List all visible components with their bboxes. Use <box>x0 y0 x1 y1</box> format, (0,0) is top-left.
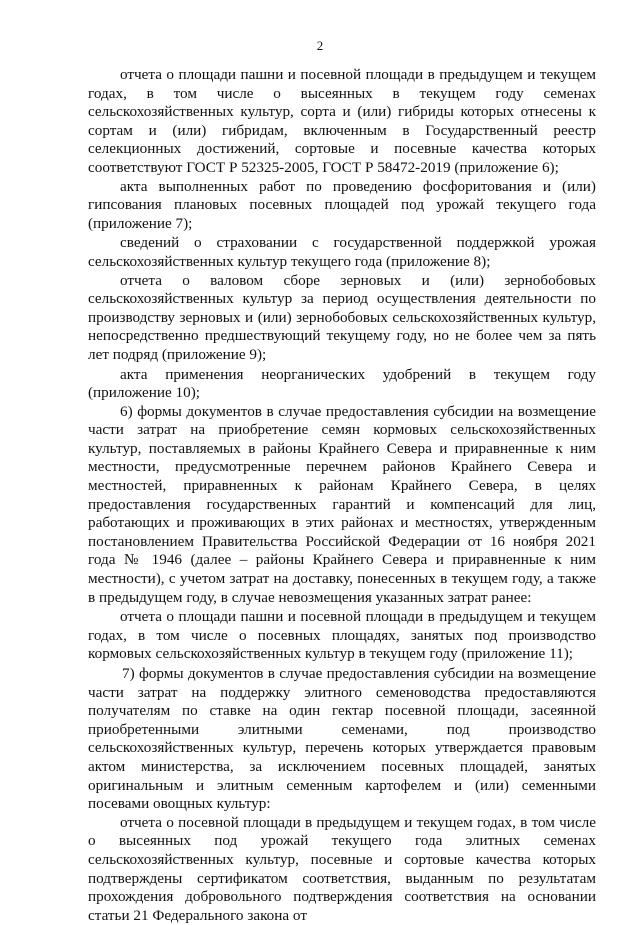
document-body <box>88 66 596 925</box>
page-number: 2 <box>316 38 324 53</box>
paragraph-report-forage-areas: отчета о площади пашни и посевной площади в предыдущем и текущем годах, в том числе о посевных площадях, занятых под производство кормовых сельскохозяйственных культур в текущем году (приложение 11); <box>88 608 596 663</box>
paragraph-item-7-elite-seeds: 7) формы документов в случае предоставления субсидии на возмещение части затрат на поддержку элитного семеноводства предоставляются получателям по ставке на один гектар посевной площади, засеянной приобретенными элитными семенами, под производство сельскохозяйственных культур, перечень которых утверждается правовым актом министерства, за исключением посевных площадей, занятых оригинальным и элитным семенным картофелем и (или) семенными посевами овощных культур: <box>88 665 596 813</box>
paragraph-item-6-forage-seeds: 6) формы документов в случае предоставления субсидии на возмещение части затрат на приобретение семян кормовых сельскохозяйственных культур, поставляемых в районы Крайнего Севера и приравненные к ним местности, предусмотренные перечнем районов Крайнего Севера и местностей, приравненных к районам Крайнего Севера, в целях предоставления государственных гарантий и компенсаций для лиц, работающих и проживающих в этих районах и местностях, утвержденным постановлением Правительства Российской Федерации от 16 ноября 2021 года № 1946 (далее – районы Крайнего Севера и приравненные к ним местности), с учетом затрат на доставку, понесенных в текущем году, а также в предыдущем году, в случае невозмещения указанных затрат ранее: <box>88 402 596 606</box>
paragraph-report-sown-area: отчета о посевной площади в предыдущем и текущем годах, в том числе о высеянных под урожай текущего года элитных семенах сельскохозяйственных культур, посевные и сортовые качества которых подтверждены сертификатом соответствия, выданным по результатам прохождения добровольного подтверждения соответствия на основании статьи 21 Федерального закона от <box>88 813 596 924</box>
paragraph-insurance-info: сведений о страховании с государственной поддержкой урожая сельскохозяйственных культур текущего года (приложение 8); <box>88 234 596 270</box>
paragraph-report-arable-land: отчета о площади пашни и посевной площади в предыдущем и текущем годах, в том числе о высеянных в текущем году семенах сельскохозяйственных культур, сорта и (или) гибриды которых отнесены к сортам и (или) гибридам, включенным в Государственный реестр селекционных достижений, сортовые и посевные качества которых соответствуют ГОСТ Р 52325-2005, ГОСТ Р 58472-2019 (приложение 6); <box>88 66 596 176</box>
paragraph-act-fertilizers: акта применения неорганических удобрений в текущем году (приложение 10); <box>88 365 596 402</box>
paragraph-report-gross-harvest: отчета о валовом сборе зерновых и (или) зернобобовых сельскохозяйственных культур за период осуществления деятельности по производству зерновых и (или) зернобобовых сельскохозяйственных культур, непосредственно предшествующий текущему году, но не более чем за пять лет подряд (приложение 9); <box>88 271 596 363</box>
paragraph-act-phosphoritization: акта выполненных работ по проведению фосфоритования и (или) гипсования плановых посевных площадей под урожай текущего года (приложение 7); <box>88 177 596 232</box>
